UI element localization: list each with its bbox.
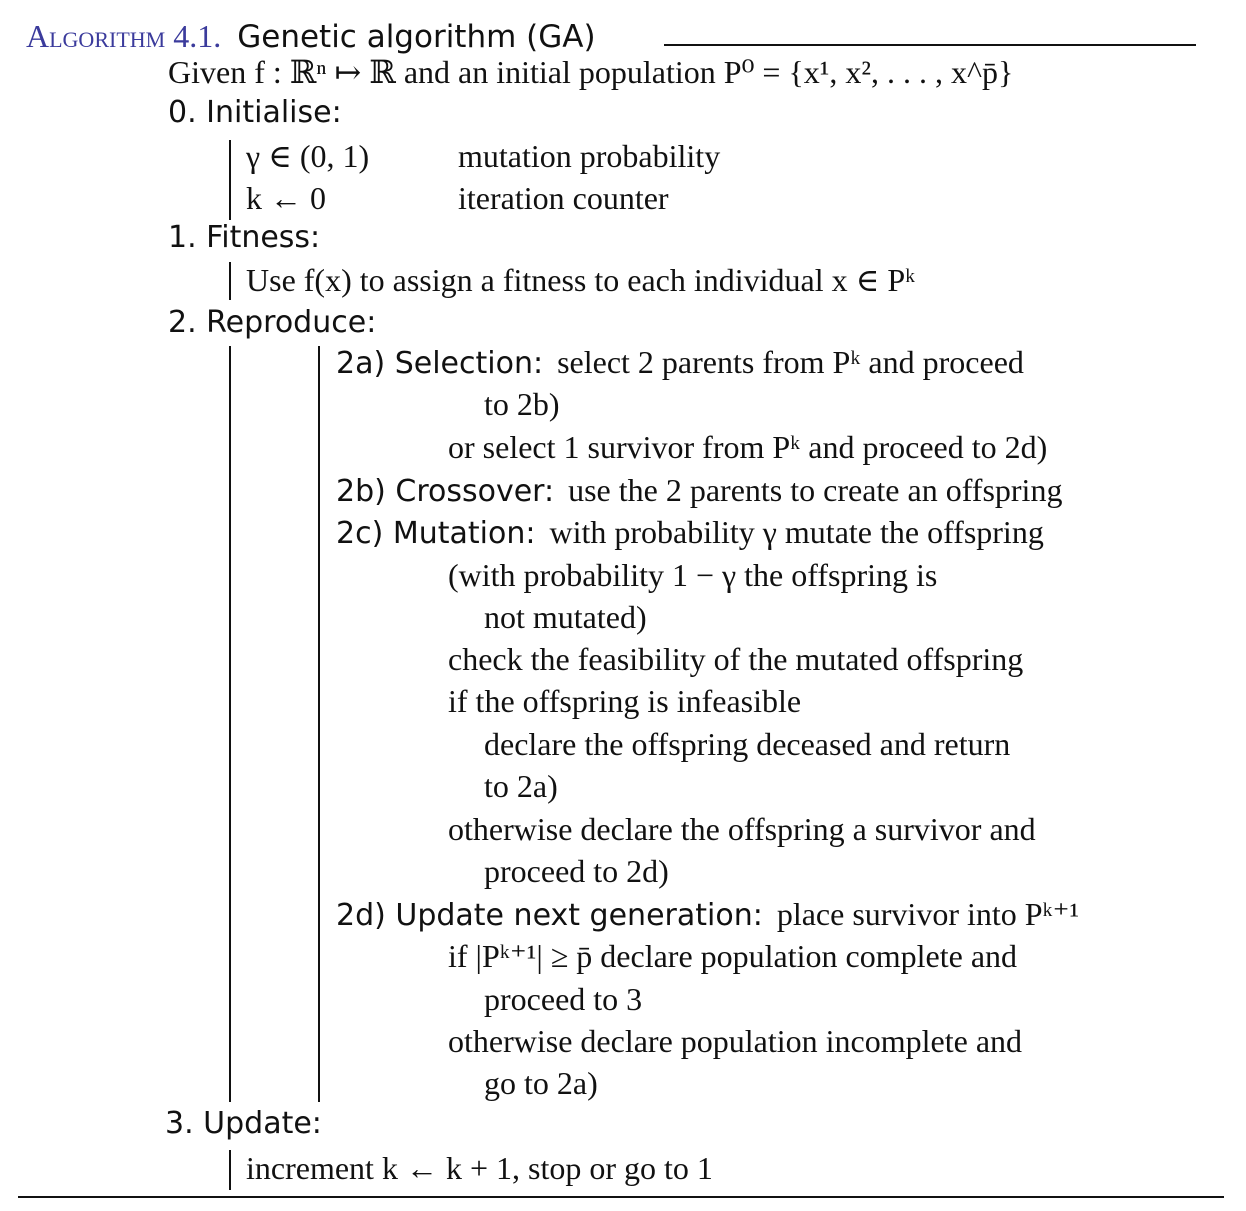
mutation-line-5: declare the offspring deceased and return [484,726,1011,762]
mutation-probability-desc: mutation probability [458,138,721,174]
mutation-line-2: not mutated) [484,599,647,635]
substep-update-generation-text: place survivor into Pᵏ⁺¹ [776,896,1080,932]
substep-selection-or: or select 1 survivor from Pᵏ and proceed to 2d) [448,429,1048,465]
substep-crossover-label: 2b) Crossover: [336,474,555,509]
mutation-line-3: check the feasibility of the mutated offspring [448,641,1024,677]
mutation-probability-expr: γ ∈ (0, 1) [246,138,370,174]
algorithm-label: Algorithm 4.1. [26,18,222,54]
substep-crossover [336,472,1062,510]
iteration-counter-desc: iteration counter [458,180,669,216]
mutation-line-8: proceed to 2d) [484,853,669,889]
iteration-counter-expr: k ← 0 [246,180,326,216]
substep-selection-cont: to 2b) [484,386,560,422]
substep-update-generation-label: 2d) Update next generation: [336,898,763,933]
step-fitness-label: 1. Fitness: [168,220,321,255]
substep-update-generation [336,896,1079,934]
algorithm-title: Genetic algorithm (GA) [237,19,596,55]
algorithm-header [26,18,596,55]
update-line-1: if |Pᵏ⁺¹| ≥ p̄ declare population complete and [448,938,1018,974]
substep-mutation-label: 2c) Mutation: [336,516,536,551]
update-line-4: go to 2a) [484,1065,598,1101]
step-fitness-text: Use f(x) to assign a fitness to each individual x ∈ Pᵏ [246,262,916,298]
mutation-line-7: otherwise declare the offspring a survivor and [448,811,1036,847]
step-reproduce-outer-bar [229,346,231,1102]
step-initialise-bar [229,140,231,220]
footer-rule [18,1196,1224,1198]
update-line-3: otherwise declare population incomplete and [448,1023,1023,1059]
substep-crossover-text: use the 2 parents to create an offspring [568,472,1063,508]
step-update-label: 3. Update: [165,1106,322,1141]
substep-mutation-text: with probability γ mutate the offspring [549,514,1044,550]
step-fitness-bar [229,262,231,300]
header-rule [664,44,1196,46]
mutation-line-1: (with probability 1 − γ the offspring is [448,557,938,593]
step-update-text: increment k ← k + 1, stop or go to 1 [246,1150,713,1186]
update-line-2: proceed to 3 [484,981,643,1017]
substep-selection-label: 2a) Selection: [336,346,544,381]
mutation-line-6: to 2a) [484,768,558,804]
given-line: Given f : ℝⁿ ↦ ℝ and an initial population P⁰ = {x¹, x², . . . , x^p̄} [168,54,1014,90]
substep-selection-text: select 2 parents from Pᵏ and proceed [557,344,1024,380]
step-update-bar [229,1150,231,1190]
step-reproduce-inner-bar [318,346,320,1102]
step-reproduce-label: 2. Reproduce: [168,305,377,340]
mutation-line-4: if the offspring is infeasible [448,683,802,719]
substep-selection [336,344,1024,382]
step-initialise-label: 0. Initialise: [168,95,342,130]
substep-mutation [336,514,1044,552]
